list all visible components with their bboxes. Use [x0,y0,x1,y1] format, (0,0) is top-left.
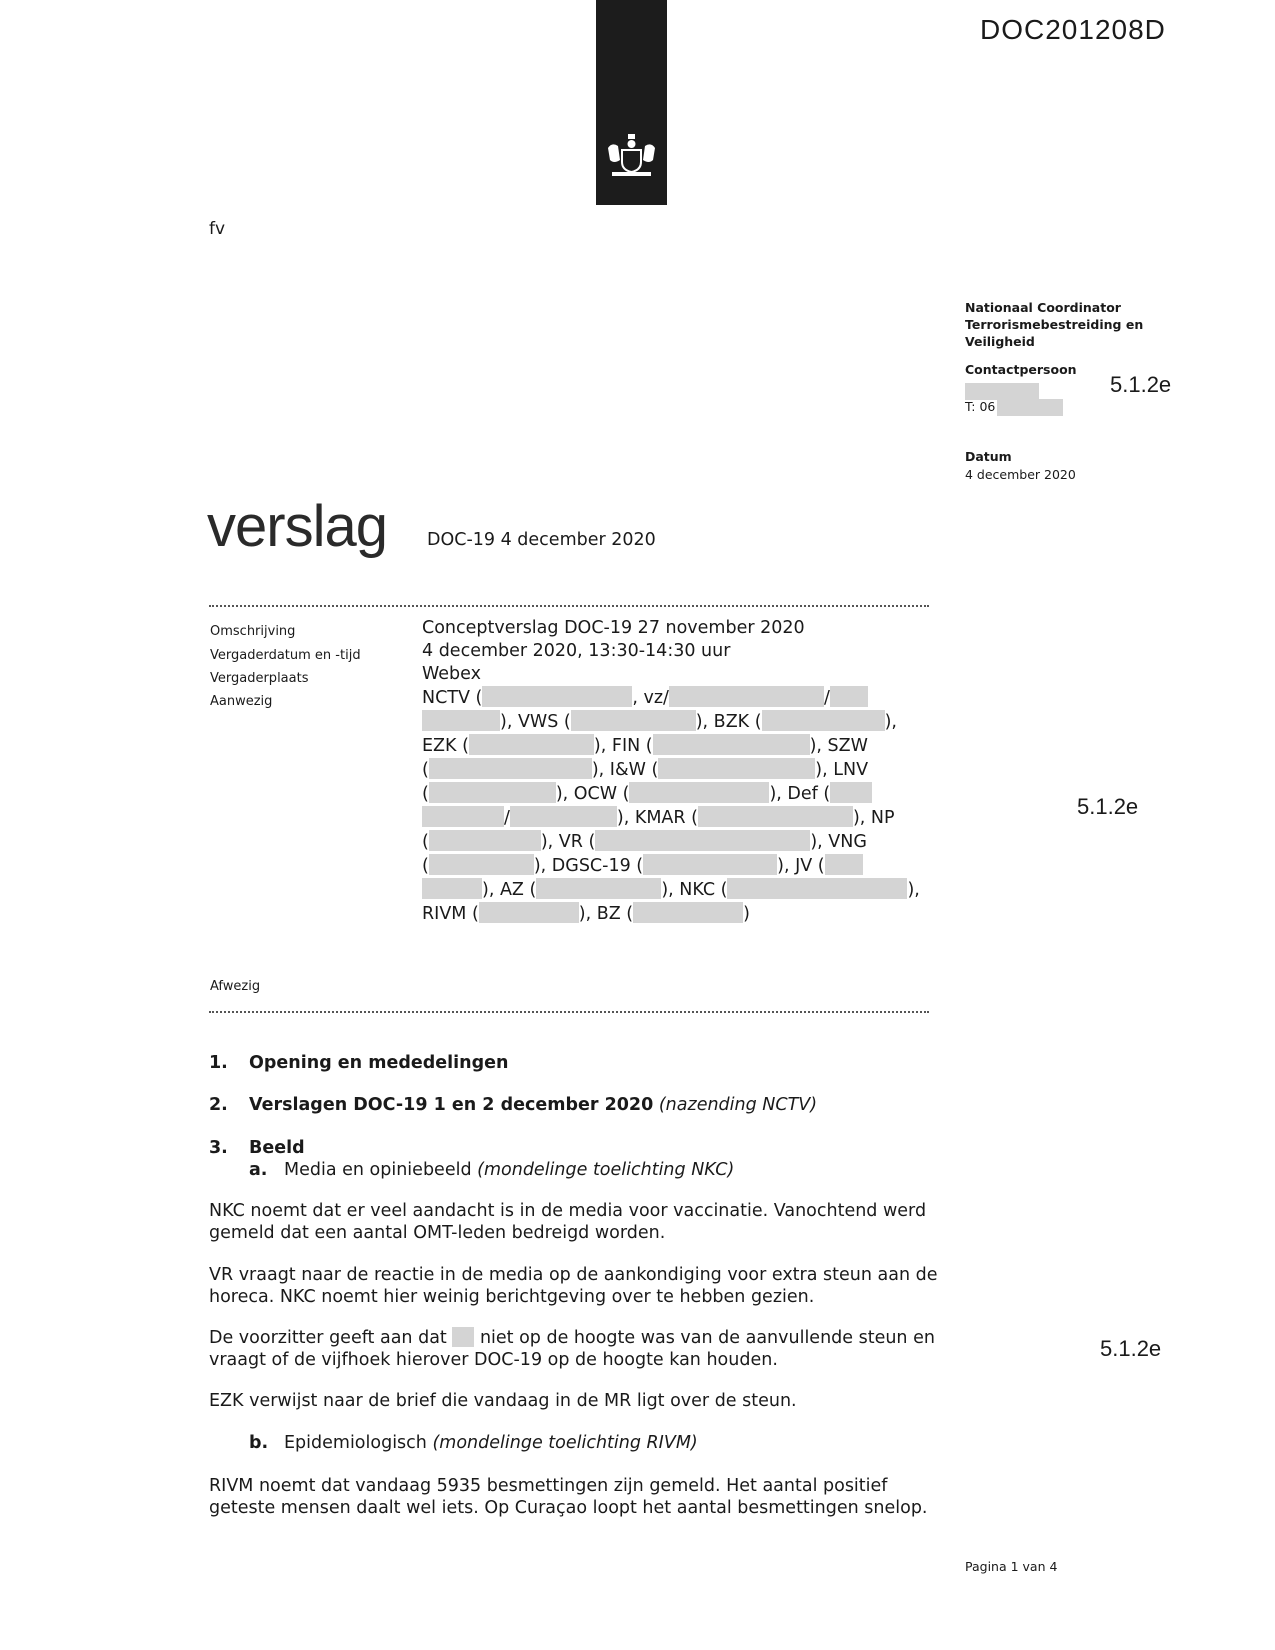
paragraph: EZK verwijst naar de brief die vandaag in de MR ligt over de steun. [209,1391,797,1411]
value-plaats: Webex [422,664,481,684]
attendee-line: ( ), DGSC-19 ( ), JV ( [422,854,932,878]
attendee-line: ), VWS ( ), BZK ( ), [422,710,932,734]
paragraph: De voorzitter geeft aan dat niet op de hoogte was van de aanvullende steun en vraagt of de vijfhoek hierover DOC-19 op de hoogte kan houden. [209,1328,935,1370]
label-afwezig: Afwezig [210,979,261,994]
government-logo [596,0,667,205]
redaction-code: 5.1.2e [1077,794,1139,819]
document-title: verslag [207,494,387,559]
date-label: Datum [965,449,1012,464]
label-plaats: Vergaderplaats [210,671,309,686]
paragraph: RIVM noemt dat vandaag 5935 besmettingen zijn gemeld. Het aantal positief geteste mensen daalt wel iets. Op Curaçao loopt het aantal besmettingen snelop. [209,1476,928,1518]
attendee-line: NCTV ( , vz/ / [422,686,932,710]
org-line: Veiligheid [965,334,1035,349]
agenda-item-1: 1. Opening en mededelingen [209,1053,509,1073]
document-subtitle: DOC-19 4 december 2020 [427,530,656,550]
initials: fv [209,219,226,239]
value-omschrijving: Conceptverslag DOC-19 27 november 2020 [422,618,805,638]
inline-redaction [452,1327,474,1347]
organization-name [965,299,1143,350]
contact-phone [965,398,1063,416]
coat-of-arms-icon [602,132,661,182]
agenda-item-2: 2. Verslagen DOC-19 1 en 2 december 2020 (nazending NCTV) [209,1095,818,1115]
date-value: 4 december 2020 [965,467,1076,482]
attendee-line: ), AZ ( ), NKC ( ), [422,878,932,902]
attendee-line: ( ), I&W ( ), LNV [422,760,869,780]
value-datum-tijd: 4 december 2020, 13:30-14:30 uur [422,641,731,661]
attendee-line: ( ), OCW ( ), Def ( [422,782,932,806]
attendee-line: EZK ( ), FIN ( ), SZW [422,736,868,756]
agenda-item-3: 3. Beeld [209,1138,305,1158]
divider [209,1011,929,1013]
org-line: Nationaal Coordinator [965,300,1121,315]
attendee-line: ( ), VR ( ), VNG [422,832,867,852]
divider [209,605,929,607]
label-datum-tijd: Vergaderdatum en -tijd [210,648,361,663]
attendee-line: / ), KMAR ( ), NP [422,806,932,830]
paragraph: VR vraagt naar de reactie in de media op de aankondiging voor extra steun aan de horeca. NKC noemt hier weinig berichtgeving over te hebben gezien. [209,1265,938,1307]
phone-prefix: T: 06 [965,399,996,414]
page-number: Pagina 1 van 4 [965,1559,1058,1574]
org-line: Terrorismebestreiding en [965,317,1144,332]
attendee-list [422,686,932,926]
agenda-item-3a: a. Media en opiniebeeld (mondelinge toelichting NKC) [249,1160,735,1180]
label-omschrijving: Omschrijving [210,624,296,639]
redaction-code: 5.1.2e [1110,372,1172,397]
contact-label: Contactpersoon [965,362,1077,377]
phone-redaction [997,399,1063,416]
attendee-line: RIVM ( ), BZ ( ) [422,904,750,924]
agenda-item-3b: b. Epidemiologisch (mondelinge toelichting RIVM) [249,1433,698,1453]
paragraph: NKC noemt dat er veel aandacht is in de media voor vaccinatie. Vanochtend werd gemeld dat een aantal OMT-leden bedreigd worden. [209,1201,927,1243]
document-id: DOC201208D [980,14,1166,45]
label-aanwezig: Aanwezig [210,694,273,709]
redaction-code: 5.1.2e [1100,1336,1162,1361]
